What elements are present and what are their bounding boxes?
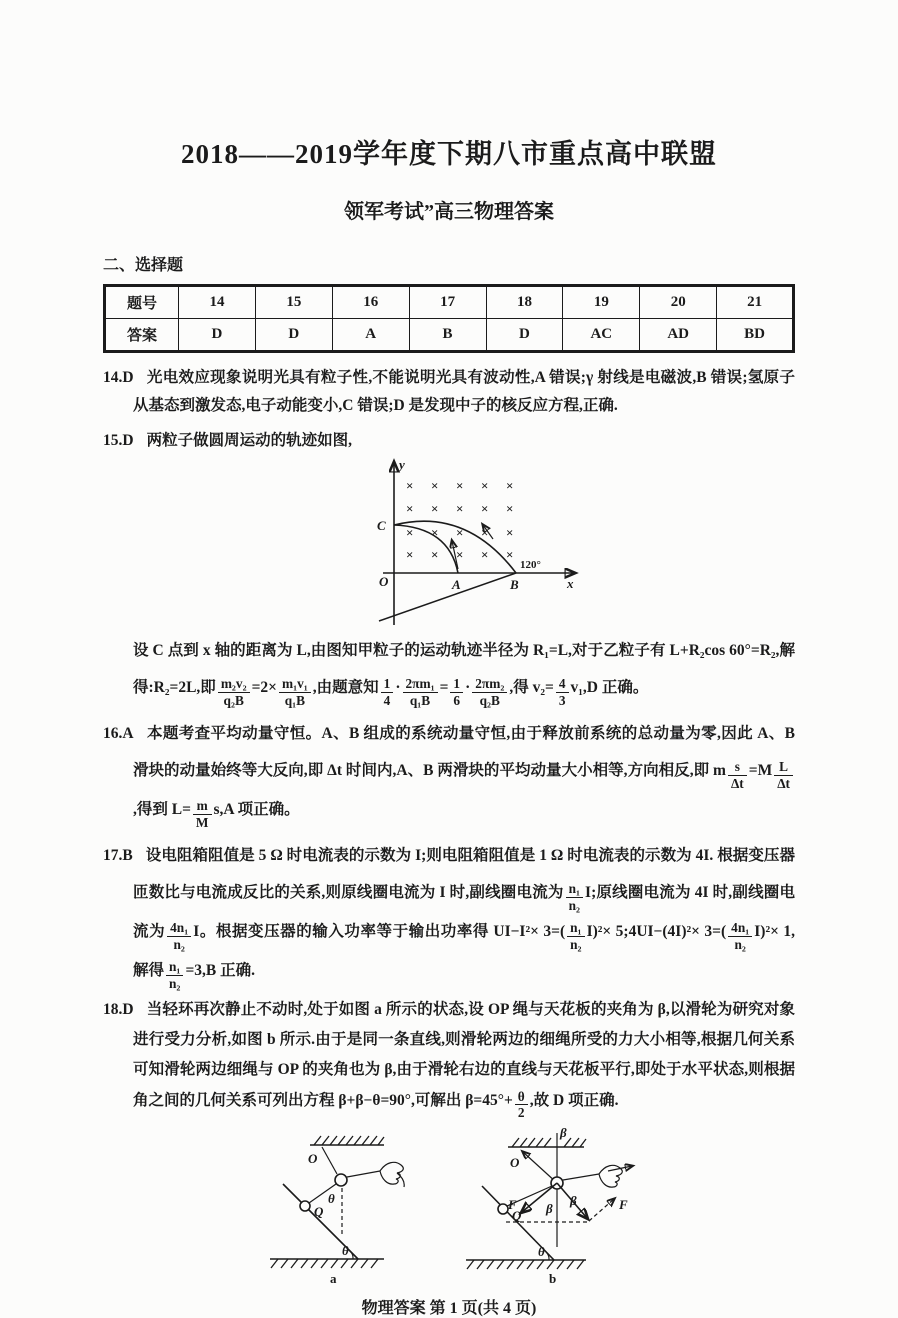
question-label: 18.D [103, 1001, 134, 1019]
question-label: 16.A [103, 724, 134, 742]
ring-q [300, 1201, 310, 1211]
field-cross-mark: × [431, 477, 439, 493]
field-cross-mark: × [406, 524, 414, 540]
field-cross-mark: × [506, 477, 514, 493]
explanation-q14: 14.D 光电效应现象说明光具有粒子性,不能说明光具有波动性,A 错误;γ 射线是电磁波,B 错误;氢原子从基态到激发态,电子动能变小,C 错误;D 是发现中子的核反应方程,正确. [103, 369, 795, 414]
fraction: $\frac{4}{3}$ [556, 676, 569, 708]
fraction: $\frac{1}{4}$ [381, 676, 394, 708]
pull-rope [347, 1171, 380, 1177]
ground-hatching [467, 1260, 584, 1269]
pulley [335, 1174, 347, 1186]
theta-ground-label: θ [341, 1242, 349, 1258]
question-number-cell: 18 [486, 286, 563, 319]
field-cross-mark: × [506, 546, 514, 562]
field-cross-mark: × [481, 500, 489, 516]
y-axis-label: y [399, 456, 405, 472]
pulley-figure-a [258, 1127, 408, 1285]
figure-b-caption: b [548, 1270, 556, 1286]
answer-cell: B [409, 319, 486, 352]
q-label: Q [511, 1207, 521, 1223]
explanation-q15-intro: 15.D 两粒子做圆周运动的轨迹如图, [103, 431, 352, 449]
answer-cell: AD [640, 319, 717, 352]
field-cross-mark: × [456, 524, 464, 540]
beta-right-label: β [569, 1192, 577, 1208]
beta-top-label: β [559, 1124, 567, 1140]
fraction: $\frac{\text{n₁}}{\text{n₂}}$ [566, 881, 583, 913]
fraction: $\frac{s}{\Delta t}$ [728, 759, 747, 791]
fraction: $\frac{\text{n₁}}{\text{n₂}}$ [166, 959, 183, 991]
question-number-cell: 19 [563, 286, 640, 319]
answer-cell: BD [717, 319, 794, 352]
answer-row-header: 答案 [105, 319, 179, 352]
explanation-q18: 18.D 当轻环再次静止不动时,处于如图 a 所示的状态,设 OP 绳与天花板的夹角为 β,以滑轮为研究对象进行受力分析,如图 b 所示.由于是同一条直线,则滑轮两边的细绳所受的力大小相等,根据几何关系可知滑轮两边细绳与 OP 的夹角也为 β,由于滑轮右边的直线与天花板平行,即处于水平状态,则根据角之间的几何关系可列出方程 β+β−θ=90°,可解出 β=45°+ $\frac{\theta}{2}$ ,故 D 项正确. [103, 1001, 795, 1121]
field-cross-mark: × [431, 524, 439, 540]
answer-cell: A [332, 319, 409, 352]
theta-ground-label: θ [537, 1243, 545, 1259]
fraction: $\frac{\text{2πm₂}}{\text{q₂B}}$ [472, 676, 507, 708]
rope-op-arrow [523, 1152, 557, 1183]
q15-trajectory-figure [371, 455, 795, 629]
question-number-cell: 17 [409, 286, 486, 319]
figure-a-caption: a [329, 1270, 336, 1286]
field-cross-mark: × [406, 477, 414, 493]
f-right-label: F [618, 1196, 628, 1212]
q-label: Q [313, 1203, 323, 1219]
fraction: $\frac{\theta}{2}$ [515, 1089, 528, 1121]
magnetic-field-trajectory-diagram [371, 455, 601, 629]
question-number-cell: 20 [640, 286, 717, 319]
answer-cell: AC [563, 319, 640, 352]
f-left-label: F [507, 1196, 517, 1212]
point-b-label: B [510, 576, 519, 592]
field-cross-mark: × [406, 546, 414, 562]
origin-label: O [379, 573, 389, 589]
fraction: $\frac{\text{2πm₁}}{\text{q₁B}}$ [403, 676, 438, 708]
pull-rope [563, 1174, 599, 1180]
question-number-cell: 14 [179, 286, 256, 319]
page-subtitle: 领军考试”高三物理答案 [344, 201, 554, 223]
o-label: O [509, 1154, 519, 1170]
point-c-label: C [377, 517, 386, 533]
fraction: $\frac{1}{6}$ [450, 676, 463, 708]
fraction: $\frac{m}{M}$ [193, 798, 212, 830]
q18-figures [103, 1125, 795, 1285]
field-cross-mark: × [431, 500, 439, 516]
ground-hatching [271, 1259, 378, 1268]
question-number-cell: 21 [717, 286, 794, 319]
answer-cell: D [179, 319, 256, 352]
pulley-figure-b [456, 1125, 641, 1285]
fraction: $\frac{L}{\Delta t}$ [774, 759, 793, 791]
field-cross-mark: × [456, 477, 464, 493]
small-arc-trajectory [394, 525, 458, 573]
explanation-q16: 16.A 本题考查平均动量守恒。A、B 组成的系统动量守恒,由于释放前系统的总动量为零,因此 A、B 滑块的动量始终等大反向,即 Δt 时间内,A、B 两滑块的平均动量大小相等,方向相反,即 m $\frac{s}{\Delta t}$ =M $\frac{L}{\Delta t}$ ,得到 L= $\frac{m}{M}$ s,A 项正确。 [103, 724, 795, 830]
field-cross-mark: × [481, 546, 489, 562]
ring-q [498, 1204, 508, 1214]
hand-icon [380, 1162, 404, 1187]
fraction: $\frac{\text{4n₁}}{\text{n₂}}$ [728, 920, 752, 952]
fraction: $\frac{\text{4n₁}}{\text{n₂}}$ [167, 920, 191, 952]
o-label: O [307, 1150, 317, 1166]
fraction: $\frac{\text{m₁v₁}}{\text{q₁B}}$ [279, 676, 311, 708]
question-label: 15.D [103, 431, 134, 449]
question-number-row [105, 286, 794, 319]
question-label: 17.B [103, 846, 133, 864]
explanation-q17: 17.B 设电阻箱阻值是 5 Ω 时电流表的示数为 I;则电阻箱阻值是 1 Ω 时电流表的示数为 4I. 根据变压器匝数比与电流成反比的关系,则原线圈电流为 I 时,副线圈电流为 $\frac{\text{n₁}}{\text{n₂}}$ I;原线圈电流为 4I 时,副线圈电流为 $\frac{\text{4n₁}}{\text{n₂}}$ I。根据变压器的输入功率等于输出功率得 UI−I²× 3=( $\frac{\text{n₁}}{\text{n₂}}$ I)²× 5;4UI−(4I)²× 3=( $\frac{\text{4n₁}}{\text{n₂}}$ I)²× 1,解得 $\frac{\text{n₁}}{\text{n₂}}$ =3,B 正确. [103, 846, 795, 991]
fraction: $\frac{\text{m₂v₂}}{\text{q₂B}}$ [218, 676, 250, 708]
field-cross-mark: × [431, 546, 439, 562]
fraction: $\frac{\text{n₁}}{\text{n₂}}$ [567, 920, 584, 952]
beta-left-label: β [545, 1200, 553, 1216]
pull-direction-arrow [608, 1166, 632, 1171]
page-footer: 物理答案 第 1 页(共 4 页) [361, 1299, 537, 1317]
answer-cell: D [486, 319, 563, 352]
point-a-label: A [452, 576, 461, 592]
ceiling-hatching [512, 1138, 586, 1147]
force-f-right-dashed-arrow [589, 1199, 614, 1221]
theta-pulley-label: θ [327, 1190, 335, 1206]
question-label: 14.D [103, 369, 134, 386]
field-cross-mark: × [506, 500, 514, 516]
theta-arc [350, 1251, 353, 1259]
field-cross-mark: × [481, 524, 489, 540]
section-heading-multiple-choice: 二、选择题 [103, 257, 184, 274]
ceiling-rope [322, 1147, 337, 1174]
question-number-header: 题号 [105, 286, 179, 319]
field-cross-mark: × [456, 546, 464, 562]
chord-line [379, 573, 516, 621]
answer-row [105, 319, 794, 352]
explanation-q15-body: 设 C 点到 x 轴的距离为 L,由图知甲粒子的运动轨迹半径为 R₁=L,对于乙粒子有 L+R₂cos 60°=R₂,解得:R₂=2L,即 $\frac{\text{m₂v₂}}{\text{q₂B}}$ =2× $\frac{\text{m₁v₁}}{\text{q₁B}}$ ,由题意知 $\frac{1}{4}$ · $\frac{\text{2πm₁}}{\text{q₁B}}$ = $\frac{1}{6}$ · $\frac{\text{2πm₂}}{\text{q₂B}}$ ,得 v₂= $\frac{4}{3}$ v₁,D 正确。 [133, 641, 795, 708]
question-number-cell: 16 [332, 286, 409, 319]
field-cross-mark: × [481, 477, 489, 493]
page-title: 2018——2019学年度下期八市重点高中联盟 [181, 139, 717, 169]
field-cross-mark: × [506, 524, 514, 540]
answer-table [103, 284, 795, 353]
ceiling-hatching [314, 1136, 384, 1145]
x-axis-label: x [567, 575, 574, 591]
field-cross-mark: × [456, 500, 464, 516]
question-number-cell: 15 [255, 286, 332, 319]
angle-120-label: 120° [520, 558, 541, 571]
answer-cell: D [255, 319, 332, 352]
field-cross-mark: × [406, 500, 414, 516]
field-into-page-marks [406, 478, 513, 562]
